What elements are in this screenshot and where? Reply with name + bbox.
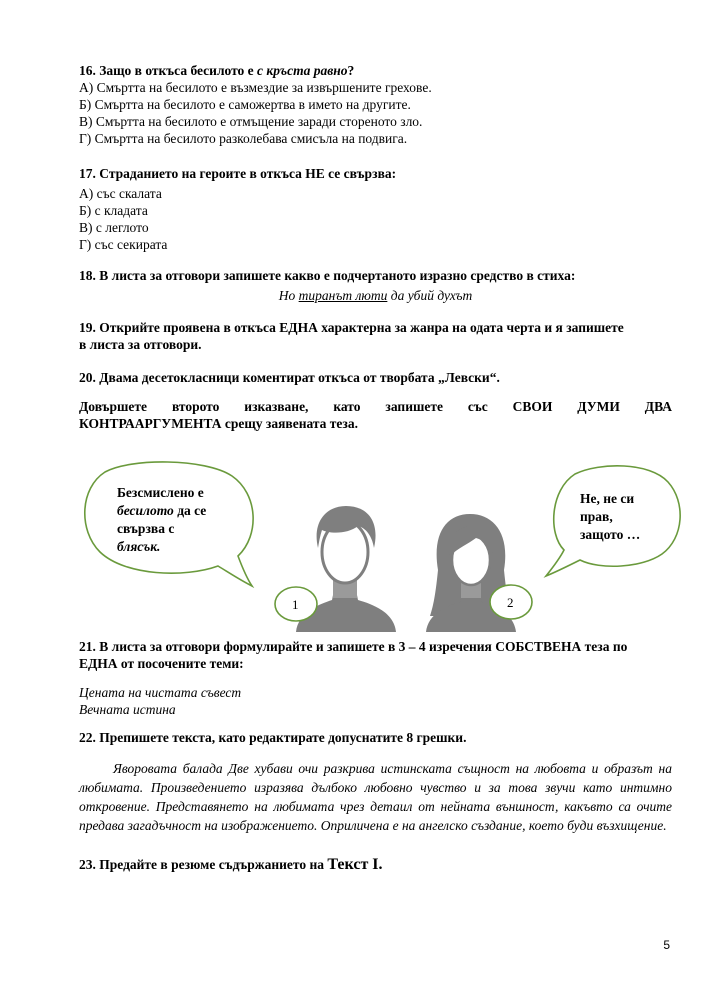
bubble-right-line3: защото … xyxy=(580,527,641,542)
question-20-instruction-line2: КОНТРААРГУМЕНТА срещу заявената теза. xyxy=(79,416,358,431)
q17-option-b: Б) с кладата xyxy=(79,203,148,218)
page-number: 5 xyxy=(663,938,670,952)
question-23-text: 23. Предайте в резюме съдържанието на xyxy=(79,857,328,872)
person-2-label: 2 xyxy=(507,595,514,610)
question-20: 20. Двама десетокласници коментират откъса от творбата „Левски“. xyxy=(79,370,500,385)
speech-bubble-right-text xyxy=(580,490,640,544)
speech-bubble-left-text xyxy=(117,484,206,556)
q16-option-b: Б) Смъртта на бесилото е саможертва в името на другите. xyxy=(79,97,411,112)
bubble-left-line2 xyxy=(117,502,206,520)
verse-underlined: тиранът люти xyxy=(298,288,388,303)
question-19-line2: в листа за отговори. xyxy=(79,337,202,352)
q21-topic-2: Вечната истина xyxy=(79,702,176,717)
bubble-right-line1: Не, не си xyxy=(580,491,635,506)
q16-option-c: В) Смъртта на бесилото е отмъщение заради стореното зло. xyxy=(79,114,423,129)
question-21-line2: ЕДНА от посочените теми: xyxy=(79,656,244,671)
person-1-label: 1 xyxy=(292,597,299,612)
bubble-left-line4: блясък. xyxy=(117,539,161,554)
q17-option-d: Г) със секирата xyxy=(79,237,168,252)
question-17: 17. Страданието на героите в откъса НЕ се свързва: xyxy=(79,166,397,181)
question-16-quote: с кръста равно xyxy=(257,63,348,78)
verse-before: Но xyxy=(278,288,299,303)
verse-after: да убий духът xyxy=(387,288,473,303)
bubble-right-line2: прав, xyxy=(580,509,613,524)
bubble-left-italic-word: бесилото xyxy=(117,503,174,518)
q17-option-a: А) със скалата xyxy=(79,186,162,201)
question-23-text-ref: Текст I. xyxy=(327,856,383,873)
question-22: 22. Препишете текста, като редактирате допуснатите 8 грешки. xyxy=(79,730,467,745)
q17-option-c: В) с леглото xyxy=(79,220,149,235)
question-23 xyxy=(79,856,672,873)
q16-option-d: Г) Смъртта на бесилото разколебава смисъла на подвига. xyxy=(79,131,408,146)
question-21-line1: 21. В листа за отговори формулирайте и запишете в 3 – 4 изречения СОБСТВЕНА теза по xyxy=(79,639,628,654)
bubble-left-rest: да се xyxy=(173,503,207,518)
q16-option-a: А) Смъртта на бесилото е възмездие за извършените грехове. xyxy=(79,80,432,95)
question-19-line1: 19. Открийте проявена в откъса ЕДНА характерна за жанра на одата черта и я запишете xyxy=(79,320,624,335)
question-22-paragraph: Яворовата балада Две хубави очи разкрива истинската същност на любовта и образът на любимата. Произведението изразява дълбоко любовно чувство и за това звучи като интимно откровение. Представянето на любимата чрез детаил от нейната външност, какъвто са очите предава загадъчност на изображението. Оприличена е на ангелско създание, което буди възхищение. xyxy=(79,761,672,833)
question-20-instruction-line1: Довършете второто изказване, като запишете със СВОИ ДУМИ ДВА xyxy=(79,399,672,414)
question-16-mark: ? xyxy=(347,63,355,78)
bubble-left-line3: свързва с xyxy=(117,521,175,536)
male-silhouette-icon xyxy=(296,502,398,640)
bubble-left-line1: Безсмислено е xyxy=(117,485,204,500)
question-18: 18. В листа за отговори запишете какво е подчертаното изразно средство в стиха: xyxy=(79,268,576,283)
question-16-text: 16. Защо в откъса бесилото е xyxy=(79,63,258,78)
q21-topic-1: Цената на чистата съвест xyxy=(79,685,242,700)
